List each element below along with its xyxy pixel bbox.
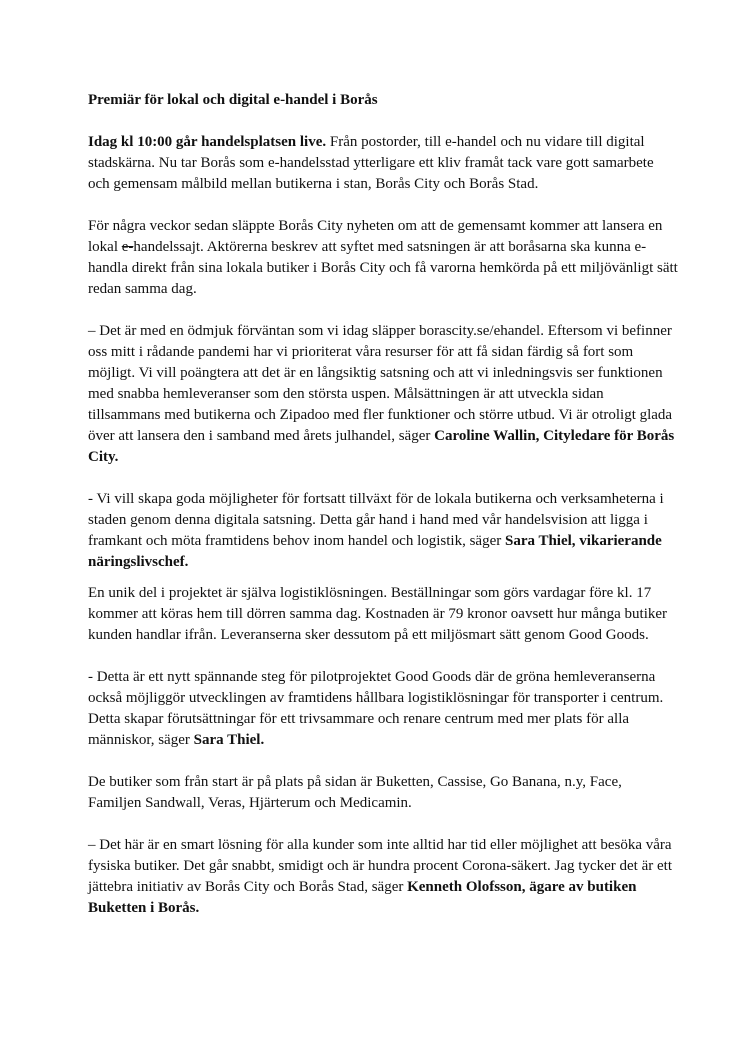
paragraph-logistics — [88, 583, 678, 646]
stores-text: De butiker som från start är på plats på sidan är Buketten, Cassise, Go Banana, n.y, Face, Familjen Sandwall, Veras, Hjärterum och Medicamin. — [88, 774, 622, 811]
quote-thiel-text: - Vi vill skapa goda möjligheter för fortsatt tillväxt för de lokala butikerna och verksamheterna i staden genom denna digitala satsning. Detta går hand i hand med vår handelsvision att ligga i framkant och möta framtidens behov inom handel och logistik, säger — [88, 491, 664, 549]
quote-olofsson-text: – Det här är en smart lösning för alla kunder som inte alltid har tid eller möjlighet att besöka våra fysiska butiker. Det går snabbt, smidigt och är hundra procent Corona-säkert. Jag tycker det är ett jättebra initiativ av Borås City och Borås Stad, säger — [88, 837, 672, 895]
paragraph-quote-wallin — [88, 321, 678, 468]
document-title: Premiär för lokal och digital e-handel i Borås — [88, 92, 378, 108]
paragraph-quote-thiel-2 — [88, 667, 678, 751]
quote-thiel-2-text: - Detta är ett nytt spännande steg för pilotprojektet Good Goods där de gröna hemleveranserna också möjliggör utvecklingen av framtidens hållbara logistiklösningar för transporter i centrum. Detta skapar förutsättningar för ett trivsammare och renare centrum med mer plats för alla människor, säger — [88, 669, 664, 748]
background-text-before: För några veckor sedan släppte Borås City nyheten om att de gemensamt kommer att lansera en lokal — [88, 218, 663, 255]
background-struck-text: e- — [121, 239, 134, 255]
quote-thiel-attribution: Sara Thiel, vikarierande näringslivschef. — [88, 533, 662, 570]
quote-olofsson-attribution: Kenneth Olofsson, ägare av butiken Buketten i Borås. — [88, 879, 637, 916]
intro-lead: Idag kl 10:00 går handelsplatsen live. — [88, 134, 327, 150]
paragraph-quote-thiel — [88, 489, 678, 573]
intro-text: Från postorder, till e-handel och nu vidare till digital stadskärna. Nu tar Borås som e-handelsstad ytterligare ett kliv framåt tack vare gott samarbete och gemensam målbild mellan butikerna i stan, Borås City och Borås Stad. — [88, 134, 654, 192]
paragraph-background — [88, 216, 678, 300]
background-text-after: handelssajt. Aktörerna beskrev att syftet med satsningen är att boråsarna ska kunna e-handla direkt från sina lokala butiker i Borås City och få varorna hemkörda på ett miljövänligt sätt redan samma dag. — [88, 239, 678, 297]
paragraph-stores — [88, 772, 678, 814]
quote-thiel-2-attribution: Sara Thiel. — [193, 732, 265, 748]
paragraph-intro — [88, 132, 678, 195]
document-page — [88, 90, 678, 940]
quote-wallin-attribution: Caroline Wallin, Cityledare för Borås City. — [88, 428, 675, 465]
logistics-text: En unik del i projektet är själva logistiklösningen. Beställningar som görs vardagar före kl. 17 kommer att köras hem till dörren samma dag. Kostnaden är 79 kronor oavsett hur många butiker kunden handlar ifrån. Leveranserna sker dessutom på ett miljösmart sätt genom Good Goods. — [88, 585, 668, 643]
quote-wallin-text: – Det är med en ödmjuk förväntan som vi idag släpper borascity.se/ehandel. Eftersom vi befinner oss mitt i rådande pandemi har vi prioriterat våra resurser för att få sidan färdig så fort som möjligt. Vi vill poängtera att det är en långsiktig satsning och att vi inledningsvis ser funktionen med snabba hemleveranser som den största uspen. Målsättningen är att utveckla sidan tillsammans med butikerna och Zipadoo med fler funktioner och större utbud. Vi är otroligt glada över att lansera den i samband med årets julhandel, säger — [88, 323, 673, 444]
paragraph-quote-olofsson — [88, 835, 678, 919]
